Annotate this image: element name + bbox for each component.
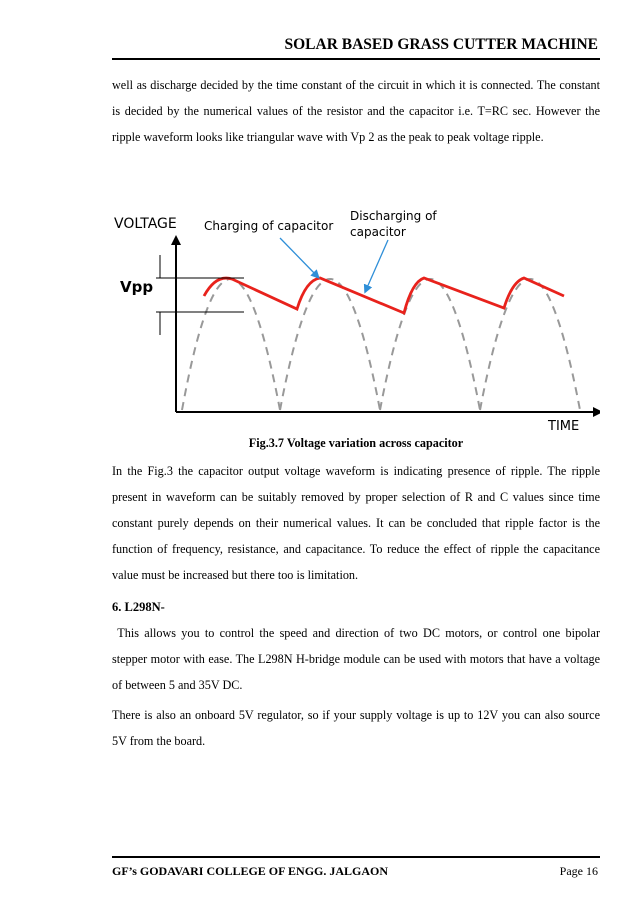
voltage-waveform-figure bbox=[112, 200, 600, 432]
time-axis-label: TIME bbox=[548, 419, 580, 432]
discharging-arrow bbox=[366, 240, 388, 290]
discharging-label-line1: Discharging of bbox=[350, 209, 437, 223]
figure-caption: Fig.3.7 Voltage variation across capacitor bbox=[248, 436, 464, 450]
vpp-label: Vpp bbox=[120, 278, 154, 296]
paragraph-regulator: There is also an onboard 5V regulator, so if your supply voltage is up to 12V you can also source 5V from the board. bbox=[112, 708, 600, 748]
header-rule bbox=[112, 58, 600, 60]
footer-page-number: Page 16 bbox=[559, 864, 598, 878]
section-heading-l298n: 6. L298N- bbox=[112, 600, 165, 614]
voltage-axis-label: VOLTAGE bbox=[114, 216, 177, 232]
waveform-svg bbox=[112, 200, 600, 432]
page-header-title: SOLAR BASED GRASS CUTTER MACHINE bbox=[284, 36, 598, 53]
footer-rule bbox=[112, 856, 600, 858]
footer-college-name: GF’s GODAVARI COLLEGE OF ENGG. JALGAON bbox=[112, 864, 389, 878]
paragraph-l298n-description bbox=[112, 620, 600, 698]
rectified-half-wave-dashed bbox=[182, 279, 580, 410]
charging-label: Charging of capacitor bbox=[204, 219, 334, 233]
paragraph-ripple-explanation: In the Fig.3 the capacitor output voltage waveform is indicating presence of ripple. The ripple present in waveform can be suitably removed by proper selection of R and C values since time constant purely depends on their numerical values. It can be concluded that ripple factor is the function of frequency, resistance, and capacitance. To reduce the effect of ripple the capacitance value must be increased but there too is limitation. bbox=[112, 464, 600, 582]
discharging-label-line2: capacitor bbox=[350, 225, 406, 239]
paragraph-ripple-intro: well as discharge decided by the time constant of the circuit in which it is connected. The constant is decided by the numerical values of the resistor and the capacitor i.e. T=RC sec. However the ripple waveform looks like triangular wave with Vp 2 as the peak to peak voltage ripple. bbox=[112, 78, 600, 144]
charging-arrow bbox=[280, 238, 317, 276]
paragraph-l298n-text: This allows you to control the speed and direction of two DC motors, or control one bipolar stepper motor with ease. The L298N H-bridge module can be used with motors that have a voltage of between 5 and 35V DC. bbox=[112, 626, 600, 692]
capacitor-voltage-ripple bbox=[204, 278, 564, 313]
